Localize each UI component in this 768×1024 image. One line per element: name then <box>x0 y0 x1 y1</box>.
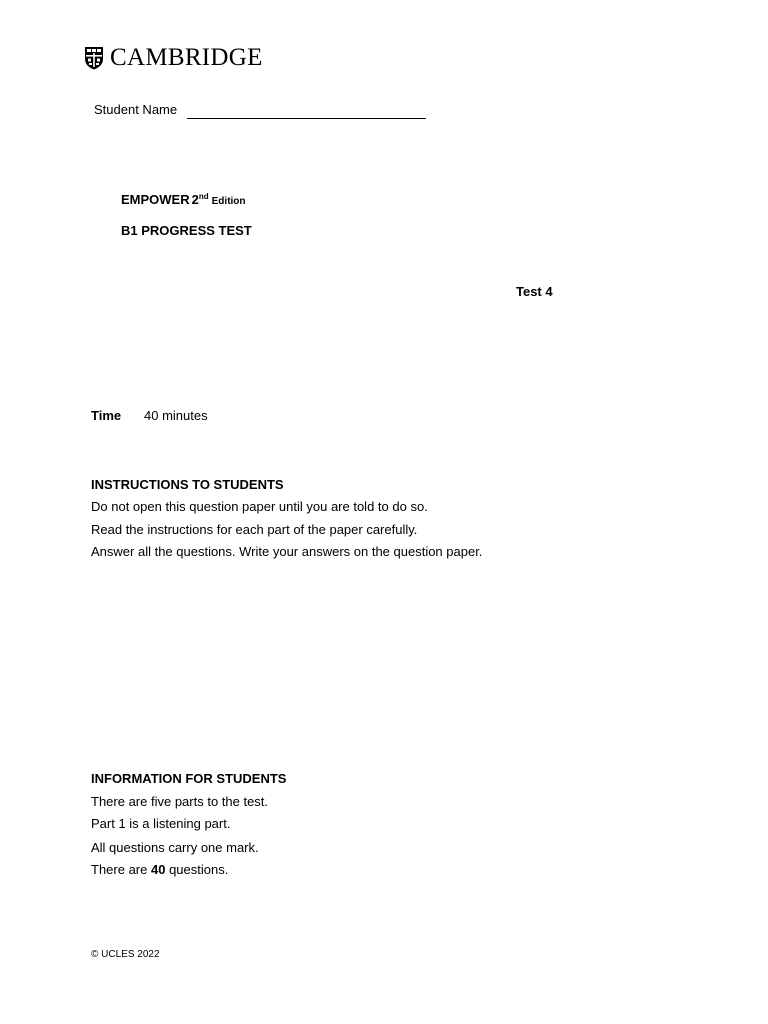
logo-text: CAMBRIDGE <box>110 44 263 71</box>
instruction-line: Answer all the questions. Write your answers on the question paper. <box>91 544 483 559</box>
cambridge-logo <box>84 45 263 71</box>
student-name-field[interactable] <box>187 118 426 119</box>
edition-suffix: nd <box>198 192 209 201</box>
time-value: 40 minutes <box>144 408 208 423</box>
information-line: There are five parts to the test. <box>91 794 269 809</box>
product-title <box>121 192 246 207</box>
test-type: B1 PROGRESS TEST <box>121 223 252 238</box>
information-line: Part 1 is a listening part. <box>91 816 231 831</box>
edition-word: Edition <box>211 196 246 207</box>
instruction-line: Read the instructions for each part of the paper carefully. <box>91 522 418 537</box>
student-name-label: Student Name <box>94 102 178 117</box>
instruction-line: Do not open this question paper until you are told to do so. <box>91 499 428 514</box>
information-heading: INFORMATION FOR STUDENTS <box>91 771 287 786</box>
instructions-heading: INSTRUCTIONS TO STUDENTS <box>91 477 284 492</box>
question-count-prefix: There are <box>91 862 151 877</box>
question-count: 40 <box>150 862 166 877</box>
copyright: © UCLES 2022 <box>91 949 160 960</box>
question-count-suffix: questions. <box>165 862 229 877</box>
product-name: EMPOWER <box>121 192 190 207</box>
cambridge-shield-icon <box>84 46 104 70</box>
information-line: All questions carry one mark. <box>91 840 259 855</box>
time-label: Time <box>91 408 122 423</box>
edition-number: 2 <box>191 192 199 207</box>
test-number: Test 4 <box>516 284 553 299</box>
question-count-line <box>91 862 228 877</box>
